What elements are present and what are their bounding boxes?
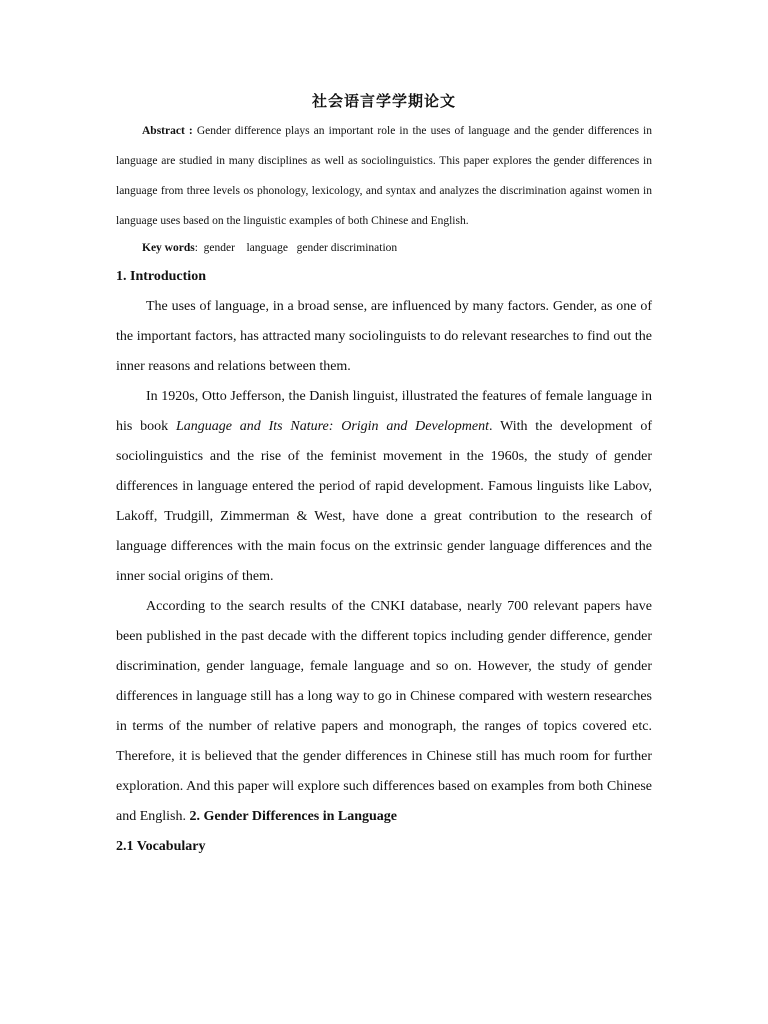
section-heading-introduction: 1. Introduction [116,269,206,284]
book-title: Language and Its Nature: Origin and Development [175,419,490,434]
keywords [142,236,652,260]
paragraph-1: The uses of language, in a broad sense, are influenced by many factors. Gender, as one of the important factors, has attracted many sociolinguists to do relevant researches to find out the inner reasons and relations between them. [116,299,652,374]
paragraph-3 [116,592,652,832]
paragraph-2 [116,382,652,592]
document-title: 社会语言学学期论文 [311,92,456,110]
abstract-text: Gender difference plays an important role in the uses of language and the gender differences in language are studied in many disciplines as well as sociolinguistics. This paper explores the gender differences in language from three levels os phonology, lexicology, and syntax and analyzes the discrimination against women in language uses based on the linguistic examples of both Chinese and English. [116,125,652,227]
document-page [116,88,652,862]
section-heading-gender-differences: 2. Gender Differences in Language [189,809,398,824]
keywords-label: Key words [142,242,195,254]
section-heading-vocabulary: 2.1 Vocabulary [116,839,206,854]
paragraph-3-text: According to the search results of the CNKI database, nearly 700 relevant papers have been published in the past decade with the different topics including gender difference, gender discrimination, gender language, female language and so on. However, the study of gender differences in language still has a long way to go in Chinese compared with western researches in terms of the number of relative papers and monograph, the ranges of topics covered etc. Therefore, it is believed that the gender differences in Chinese still has much room for further exploration. And this paper will explore such differences based on examples from both Chinese and English. [116,599,652,824]
keywords-text: : gender language gender discrimination [194,242,398,254]
paragraph-2-text-start: In 1920s, Otto Jefferson, the Danish linguist, illustrated the features of female language in his book [116,389,652,434]
paragraph-2-text-end: . With the development of sociolinguistics and the rise of the feminist movement in the 1960s, the study of gender differences in language entered the period of rapid development. Famous linguists like Labov, Lakoff, Trudgill, Zimmerman & West, have done a great contribution to the research of language differences with the main focus on the extrinsic gender language differences and the inner social origins of them. [116,419,652,584]
abstract [116,116,652,236]
abstract-label: Abstract : [142,125,193,137]
